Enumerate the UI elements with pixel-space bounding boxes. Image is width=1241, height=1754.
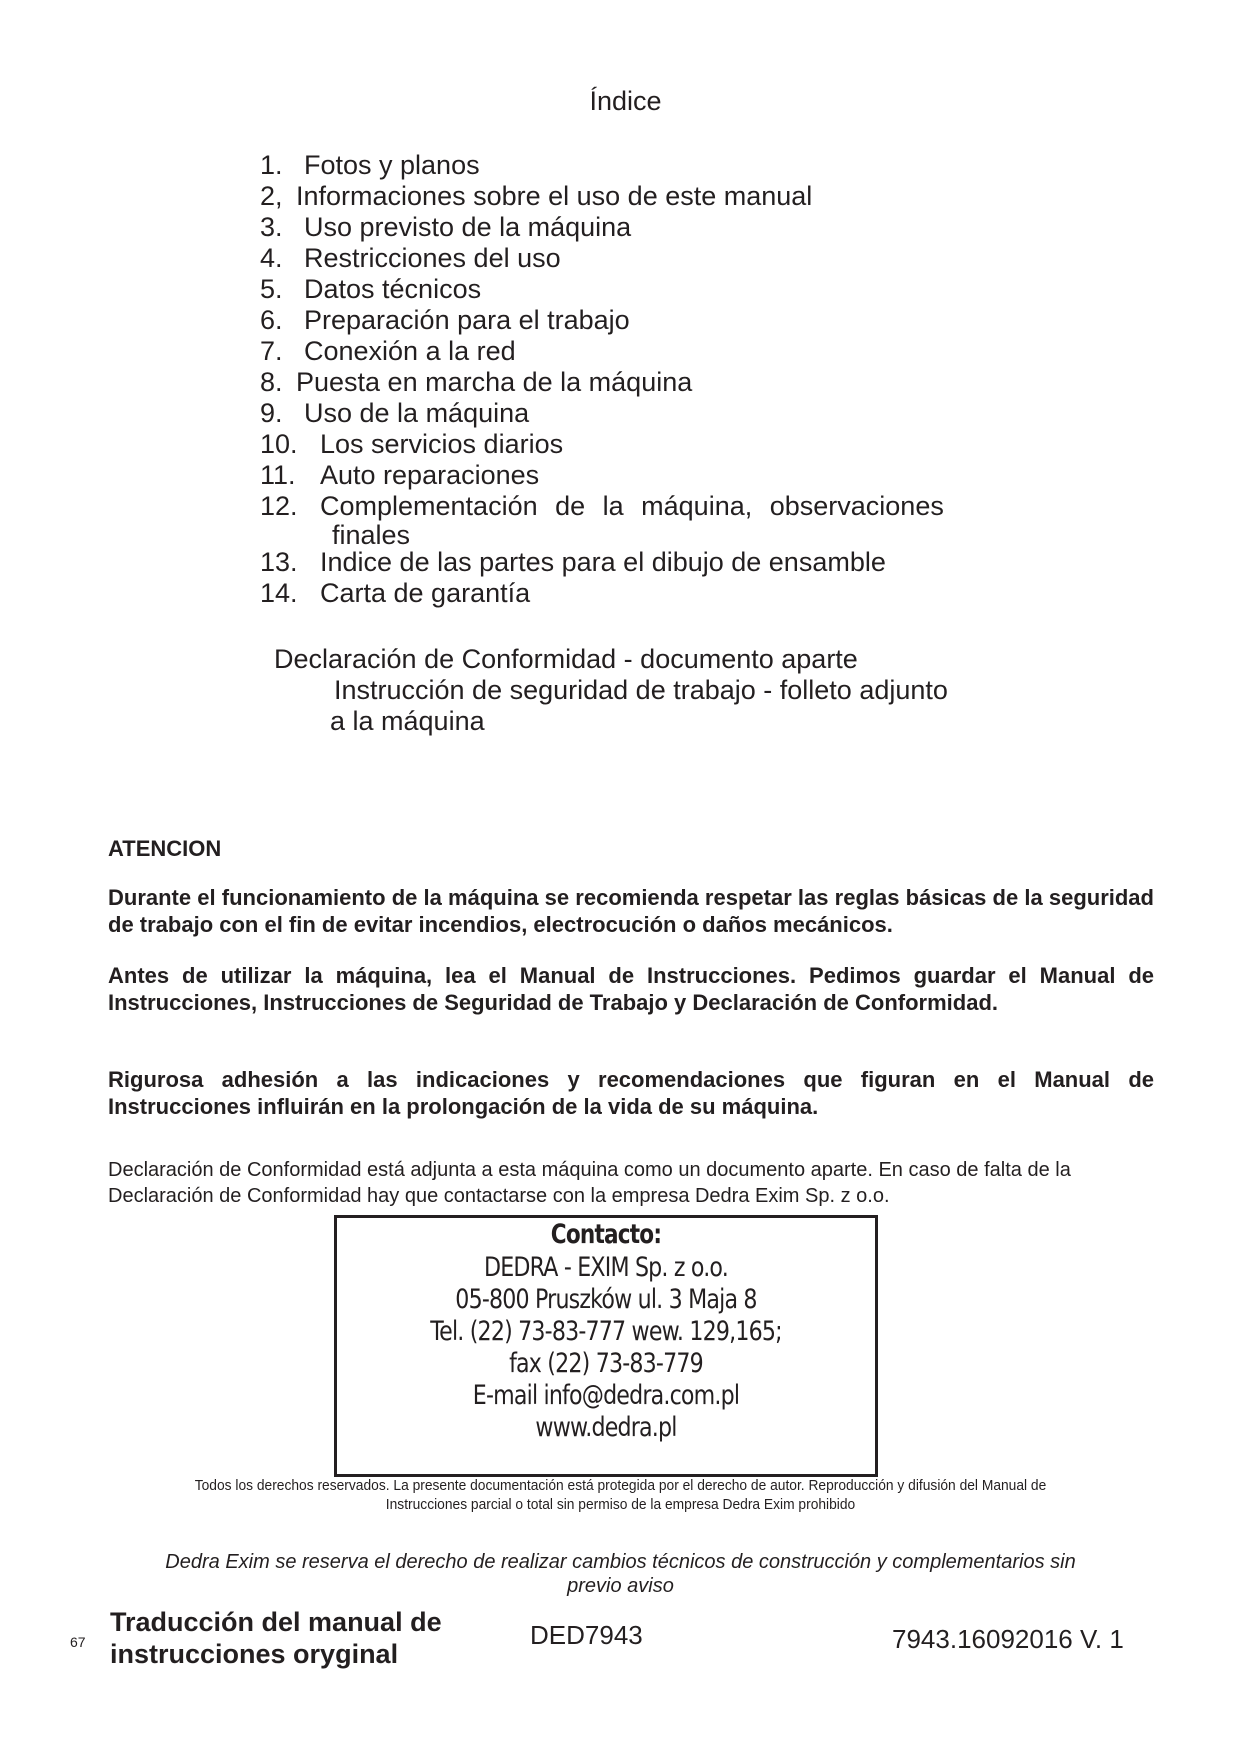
contact-address: 05-800 Pruszków ul. 3 Maja 8 bbox=[455, 1284, 757, 1315]
toc-item-text-line1: Complementación de la máquina, observaciones bbox=[320, 491, 944, 521]
toc-item-text bbox=[320, 491, 956, 551]
toc-item-number: 7. bbox=[260, 336, 283, 366]
page-number: 67 bbox=[70, 1634, 86, 1650]
contact-company: DEDRA - EXIM Sp. z o.o. bbox=[483, 1252, 728, 1283]
toc-item bbox=[260, 547, 980, 578]
toc-item-number: 12. bbox=[260, 491, 298, 521]
safety-instruction-line: Instrucción de seguridad de trabajo - folleto adjunto bbox=[334, 675, 948, 705]
safety-instruction-line-cont: a la máquina bbox=[330, 706, 485, 736]
toc-item-text: Restricciones del uso bbox=[304, 243, 561, 273]
toc-item-number: 3. bbox=[260, 212, 283, 242]
toc-item-text: Auto reparaciones bbox=[320, 460, 540, 490]
contact-website: www.dedra.pl bbox=[535, 1412, 677, 1443]
contact-fax: fax (22) 73-83-779 bbox=[509, 1348, 703, 1379]
toc-item-text: Datos técnicos bbox=[304, 274, 482, 304]
toc-item-text: Los servicios diarios bbox=[320, 429, 564, 459]
toc-item-text: Fotos y planos bbox=[304, 150, 480, 180]
document-version: 7943.16092016 V. 1 bbox=[892, 1624, 1124, 1654]
toc-item-number: 2, bbox=[260, 181, 283, 211]
toc-title: Índice bbox=[589, 86, 662, 116]
toc-item bbox=[260, 578, 980, 609]
contact-phone: Tel. (22) 73-83-777 wew. 129,165; bbox=[430, 1316, 782, 1347]
toc-item-text: Puesta en marcha de la máquina bbox=[296, 367, 693, 397]
toc-item bbox=[260, 429, 980, 460]
contact-box bbox=[334, 1215, 878, 1477]
toc-item-text: Indice de las partes para el dibujo de ensamble bbox=[320, 547, 886, 577]
toc-item bbox=[260, 460, 980, 491]
toc-item bbox=[260, 398, 980, 429]
changes-line2: previo aviso bbox=[567, 1575, 674, 1597]
manual-paragraph: Antes de utilizar la máquina, lea el Manual de Instrucciones. Pedimos guardar el Manual de Instrucciones, Instrucciones de Seguridad de Trabajo y Declaración de Conformidad. bbox=[108, 963, 1154, 1015]
toc-item-number: 4. bbox=[260, 243, 283, 273]
changes-line1: Dedra Exim se reserva el derecho de realizar cambios técnicos de construcción y complementarios sin bbox=[165, 1551, 1076, 1573]
toc-item bbox=[260, 491, 980, 550]
toc-item bbox=[260, 305, 980, 336]
toc-item-number: 10. bbox=[260, 429, 298, 459]
contact-email: E-mail info@dedra.com.pl bbox=[472, 1380, 740, 1411]
toc-item bbox=[260, 274, 980, 305]
toc-item-number: 5. bbox=[260, 274, 283, 304]
toc-item bbox=[260, 336, 980, 367]
toc-additional-documents bbox=[274, 644, 948, 737]
toc-item-text: Preparación para el trabajo bbox=[304, 305, 630, 335]
toc-item-text: Conexión a la red bbox=[304, 336, 516, 366]
copyright-notice bbox=[100, 1476, 1141, 1514]
toc-item bbox=[260, 367, 980, 398]
contact-title: Contacto: bbox=[550, 1219, 662, 1250]
model-code: DED7943 bbox=[530, 1620, 643, 1650]
toc-item-text: Informaciones sobre el uso de este manual bbox=[296, 181, 813, 211]
copyright-line1: Todos los derechos reservados. La presente documentación está protegida por el derecho de autor. Reproducción y difusión del Manual de bbox=[194, 1477, 1047, 1494]
toc-item-number: 11. bbox=[260, 460, 296, 490]
copyright-line2: Instrucciones parcial o total sin permiso de la empresa Dedra Exim prohibido bbox=[385, 1496, 856, 1513]
toc-item-text: Uso previsto de la máquina bbox=[304, 212, 632, 242]
footer-title-line1: Traducción del manual de bbox=[110, 1607, 442, 1637]
adherence-paragraph: Rigurosa adhesión a las indicaciones y recomendaciones que figuran en el Manual de Instrucciones influirán en la prolongación de la vida de su máquina. bbox=[108, 1067, 1154, 1119]
toc-item-number: 1. bbox=[260, 150, 283, 180]
declaration-line: Declaración de Conformidad - documento aparte bbox=[274, 644, 858, 674]
toc-item-number: 14. bbox=[260, 578, 298, 608]
toc-item-text-line2: finales bbox=[332, 520, 411, 550]
toc-item bbox=[260, 181, 980, 212]
toc-item-text: Uso de la máquina bbox=[304, 398, 530, 428]
toc-item bbox=[260, 243, 980, 274]
toc-item-number: 13. bbox=[260, 547, 298, 577]
attention-heading: ATENCION bbox=[108, 836, 222, 861]
table-of-contents bbox=[260, 150, 980, 609]
toc-item-number: 8. bbox=[260, 367, 283, 397]
toc-item-text: Carta de garantía bbox=[320, 578, 531, 608]
toc-item bbox=[260, 212, 980, 243]
safety-paragraph: Durante el funcionamiento de la máquina se recomienda respetar las reglas básicas de la seguridad de trabajo con el fin de evitar incendios, electrocución o daños mecánicos. bbox=[108, 885, 1154, 937]
changes-notice bbox=[100, 1550, 1141, 1598]
footer-title-line2: instrucciones oryginal bbox=[110, 1639, 399, 1669]
toc-item bbox=[260, 150, 980, 181]
toc-item-number: 9. bbox=[260, 398, 283, 428]
declaration-paragraph: Declaración de Conformidad está adjunta a esta máquina como un documento aparte. En caso de falta de la Declaración de Conformidad hay que contactarse con la empresa Dedra Exim Sp. z o.o. bbox=[108, 1159, 1071, 1207]
footer-title bbox=[110, 1606, 442, 1670]
toc-item-number: 6. bbox=[260, 305, 283, 335]
